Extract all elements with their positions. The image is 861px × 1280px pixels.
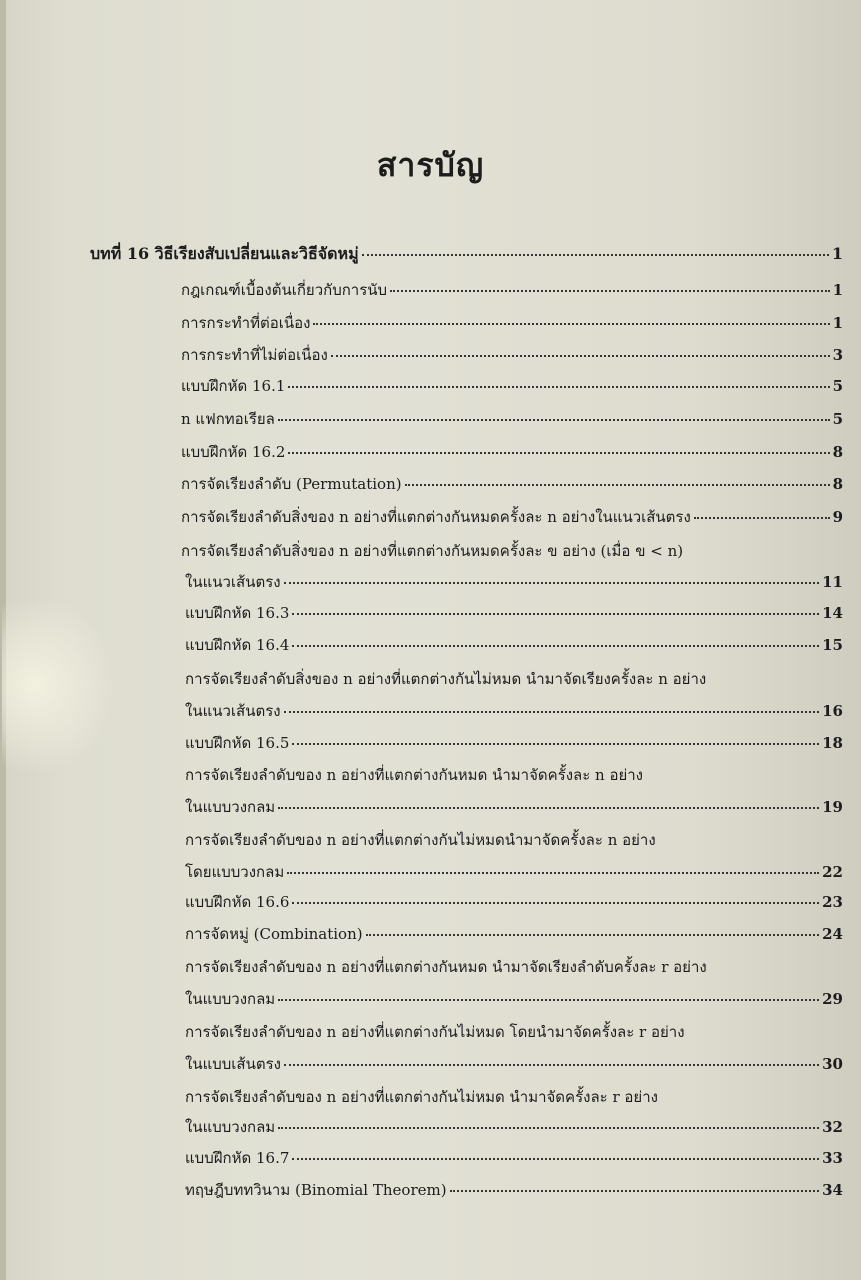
toc-entry xyxy=(185,601,843,625)
toc-entry xyxy=(185,1178,843,1202)
toc-entry-label: การจัดเรียงลำดับของ n อย่างที่แตกต่างกันหมด นำมาจัดครั้งละ n อย่าง xyxy=(185,766,644,784)
toc-entry-page-number: 32 xyxy=(822,1118,843,1136)
toc-entry xyxy=(181,407,843,431)
chapter-page-number: 1 xyxy=(831,244,843,263)
toc-entry-page-number: 9 xyxy=(832,508,843,526)
toc-entry xyxy=(185,828,656,852)
toc-entry-label: การจัดเรียงลำดับสิ่งของ n อย่างที่แตกต่างกันหมดครั้งละ n อย่างในแนวเส้นตรง xyxy=(181,508,691,526)
toc-entry-label: การจัดเรียงลำดับของ n อย่างที่แตกต่างกันหมด นำมาจัดเรียงลำดับครั้งละ r อย่าง xyxy=(185,958,707,976)
toc-entry-page-number: 14 xyxy=(822,604,843,622)
dot-leader xyxy=(288,452,829,454)
toc-entry-page-number: 3 xyxy=(832,346,843,364)
toc-entry-label: กฎเกณฑ์เบื้องต้นเกี่ยวกับการนับ xyxy=(181,281,388,299)
toc-entry-page-number: 30 xyxy=(822,1055,843,1073)
toc-entry xyxy=(185,922,843,946)
toc-entry xyxy=(185,860,843,884)
toc-entry-label: แบบฝึกหัด 16.1 xyxy=(181,377,286,395)
toc-entry xyxy=(185,795,843,819)
chapter-title: บทที่ 16 วิธีเรียงสับเปลี่ยนและวิธีจัดหมู่ xyxy=(90,244,359,263)
toc-entry xyxy=(185,955,707,979)
toc-entry-label: การจัดเรียงลำดับสิ่งของ n อย่างที่แตกต่างกันหมดครั้งละ ข อย่าง (เมื่อ ข < n) xyxy=(181,542,684,560)
toc-entry-page-number: 5 xyxy=(832,410,843,428)
dot-leader xyxy=(362,254,829,256)
toc-entry-page-number: 33 xyxy=(822,1149,843,1167)
toc-entry-label: แบบฝึกหัด 16.3 xyxy=(185,604,290,622)
dot-leader xyxy=(405,484,830,486)
toc-entry xyxy=(185,1146,843,1170)
toc-entry-label: ในแนวเส้นตรง xyxy=(185,573,281,591)
toc-entry-page-number: 24 xyxy=(822,925,843,943)
toc-entry-label: แบบฝึกหัด 16.4 xyxy=(185,636,290,654)
toc-entry-page-number: 16 xyxy=(822,702,843,720)
toc-entry xyxy=(181,374,843,398)
dot-leader xyxy=(278,999,819,1001)
dot-leader xyxy=(390,290,829,292)
toc-entry-page-number: 18 xyxy=(822,734,843,752)
toc-entry-page-number: 23 xyxy=(822,893,843,911)
toc-entry xyxy=(181,311,843,335)
toc-entry xyxy=(181,343,843,367)
page-title: สารบัญ xyxy=(376,146,485,184)
dot-leader xyxy=(366,934,820,936)
toc-chapter-row xyxy=(90,242,843,267)
dot-leader xyxy=(278,1127,819,1129)
toc-entry-label: ในแบบวงกลม xyxy=(185,990,276,1008)
toc-entry-label: การจัดเรียงลำดับของ n อย่างที่แตกต่างกันไม่หมด นำมาจัดครั้งละ r อย่าง xyxy=(185,1088,658,1106)
toc-entry-page-number: 8 xyxy=(832,443,843,461)
toc-entry xyxy=(181,505,843,529)
toc-entry-page-number: 5 xyxy=(832,377,843,395)
toc-entry xyxy=(185,987,843,1011)
toc-entry xyxy=(181,472,843,496)
toc-entry-label: โดยแบบวงกลม xyxy=(185,863,285,881)
toc-entry-label: ทฤษฎีบททวินาม (Binomial Theorem) xyxy=(185,1181,447,1199)
toc-entry xyxy=(185,1020,685,1044)
toc-entry-label: การจัดเรียงลำดับ (Permutation) xyxy=(181,475,402,493)
toc-entry-label: แบบฝึกหัด 16.7 xyxy=(185,1149,290,1167)
toc-entry-label: ในแบบวงกลม xyxy=(185,1118,276,1136)
toc-entry-page-number: 8 xyxy=(832,475,843,493)
toc-entry-page-number: 15 xyxy=(822,636,843,654)
toc-entry-label: ในแนวเส้นตรง xyxy=(185,702,281,720)
dot-leader xyxy=(284,1064,819,1066)
toc-entry-label: n แฟกทอเรียล xyxy=(181,410,275,428)
toc-entry xyxy=(185,633,843,657)
toc-entry xyxy=(181,539,683,563)
toc-entry-page-number: 34 xyxy=(822,1181,843,1199)
toc-entry-label: ในแบบเส้นตรง xyxy=(185,1055,281,1073)
dot-leader xyxy=(292,613,819,615)
dot-leader xyxy=(313,323,829,325)
dot-leader xyxy=(292,902,819,904)
toc-entry-label: ในแบบวงกลม xyxy=(185,798,276,816)
toc-entry-page-number: 22 xyxy=(822,863,843,881)
dot-leader xyxy=(287,872,819,874)
dot-leader xyxy=(331,355,830,357)
toc-entry-label: การจัดเรียงลำดับของ n อย่างที่แตกต่างกันไม่หมด โดยนำมาจัดครั้งละ r อย่าง xyxy=(185,1023,685,1041)
toc-entry xyxy=(185,731,843,755)
toc-entry-page-number: 11 xyxy=(822,573,843,591)
toc-entry xyxy=(185,699,843,723)
toc-entry xyxy=(181,278,843,302)
toc-entry xyxy=(181,440,843,464)
toc-entry-label: การกระทำที่ไม่ต่อเนื่อง xyxy=(181,346,328,364)
toc-entry xyxy=(185,667,706,691)
toc-entry-label: การจัดหมู่ (Combination) xyxy=(185,925,363,943)
dot-leader xyxy=(284,582,820,584)
toc-entry xyxy=(185,1052,843,1076)
dot-leader xyxy=(278,419,830,421)
toc-entry xyxy=(185,1115,843,1139)
toc-entry xyxy=(185,890,843,914)
dot-leader xyxy=(288,386,829,388)
toc-entry-page-number: 1 xyxy=(832,281,843,299)
toc-entry-label: การกระทำที่ต่อเนื่อง xyxy=(181,314,311,332)
toc-entry-label: การจัดเรียงลำดับของ n อย่างที่แตกต่างกันไม่หมดนำมาจัดครั้งละ n อย่าง xyxy=(185,831,656,849)
dot-leader xyxy=(450,1190,820,1192)
toc-entry-label: แบบฝึกหัด 16.2 xyxy=(181,443,286,461)
dot-leader xyxy=(292,645,819,647)
toc-entry xyxy=(185,763,643,787)
dot-leader xyxy=(694,517,830,519)
toc-entry xyxy=(185,570,843,594)
toc-entry-label: แบบฝึกหัด 16.6 xyxy=(185,893,290,911)
dot-leader xyxy=(278,807,819,809)
toc-entry-page-number: 19 xyxy=(822,798,843,816)
toc-entry-label: การจัดเรียงลำดับสิ่งของ n อย่างที่แตกต่างกันไม่หมด นำมาจัดเรียงครั้งละ n อย่าง xyxy=(185,670,707,688)
toc-entry xyxy=(185,1085,658,1109)
toc-entry-label: แบบฝึกหัด 16.5 xyxy=(185,734,290,752)
toc-entry-page-number: 1 xyxy=(832,314,843,332)
toc-entry-page-number: 29 xyxy=(822,990,843,1008)
dot-leader xyxy=(292,1158,819,1160)
dot-leader xyxy=(292,743,819,745)
dot-leader xyxy=(284,711,820,713)
